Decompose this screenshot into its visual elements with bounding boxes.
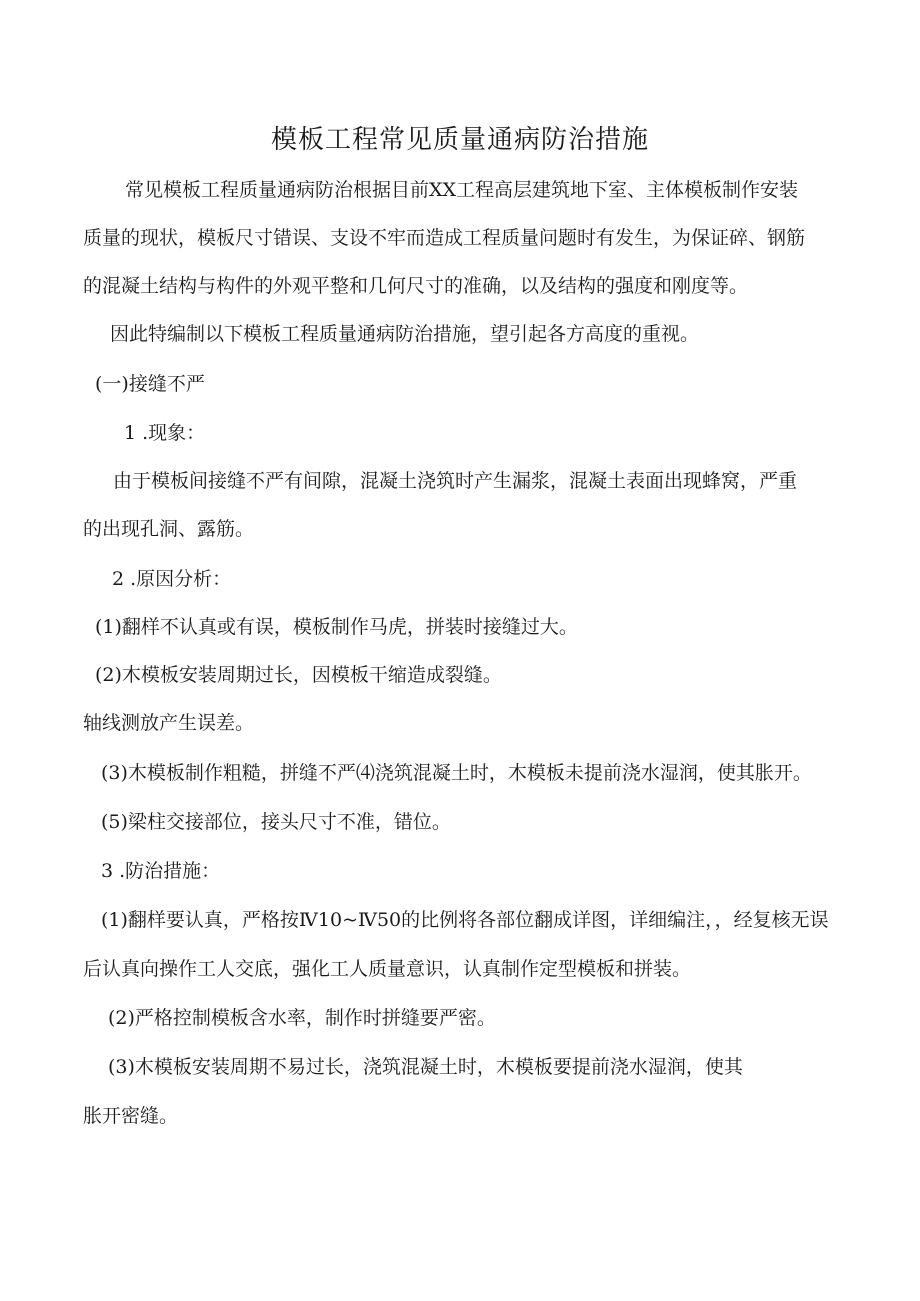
prevention-item-3-cont: 胀开密缝。 xyxy=(83,1105,179,1127)
prevention-item-1: (1)翻样要认真，严格按Ⅳ10~Ⅳ50的比例将各部位翻成详图，详细编注，，经复核无误 xyxy=(101,909,829,931)
subheading-prevention: 3 .防治措施： xyxy=(101,860,221,882)
prevention-item-2: (2)严格控制模板含水率，制作时拼缝要严密。 xyxy=(108,1007,496,1029)
cause-item-2: (2)木模板安装周期过长，因模板干缩造成裂缝。 xyxy=(95,664,502,686)
prevention-item-1-cont: 后认真向操作工人交底，强化工人质量意识，认真制作定型模板和拼装。 xyxy=(83,958,692,980)
section-heading: (一)接缝不严 xyxy=(95,373,205,395)
paragraph-line-7: 由于模板间接缝不严有间隙，混凝土浇筑时产生漏浆，混凝土表面出现蜂窝，严重 xyxy=(113,470,798,492)
paragraph-line-1: 常见模板工程质量通病防治根据目前XX工程高层建筑地下室、主体模板制作安装 xyxy=(125,179,799,201)
cause-item-axis: 轴线测放产生误差。 xyxy=(83,712,255,734)
paragraph-line-8: 的出现孔洞、露筋。 xyxy=(83,518,255,540)
paragraph-line-4: 因此特编制以下模板工程质量通病防治措施，望引起各方高度的重视。 xyxy=(110,323,700,345)
subheading-phenomenon: 1 .现象： xyxy=(124,422,206,444)
paragraph-line-3: 的混凝土结构与构件的外观平整和几何尺寸的准确，以及结构的强度和刚度等。 xyxy=(83,275,749,297)
subheading-cause-analysis: 2 .原因分析： xyxy=(112,568,232,590)
cause-item-3-4: (3)木模板制作粗糙，拼缝不严⑷浇筑混凝土时，木模板未提前浇水湿润，使其胀开。 xyxy=(101,762,812,784)
document-title: 模板工程常见质量通病防治措施 xyxy=(270,125,649,155)
cause-item-5: (5)梁柱交接部位，接头尺寸不准，错位。 xyxy=(101,811,451,833)
paragraph-line-2: 质量的现状，模板尺寸错误、支设不牢而造成工程质量问题时有发生，为保证碎、钢筋 xyxy=(83,227,806,249)
cause-item-1: (1)翻样不认真或有误，模板制作马虎，拼装时接缝过大。 xyxy=(95,616,578,638)
prevention-item-3: (3)木模板安装周期不易过长，浇筑混凝土时，木模板要提前浇水湿润，使其 xyxy=(108,1056,743,1078)
